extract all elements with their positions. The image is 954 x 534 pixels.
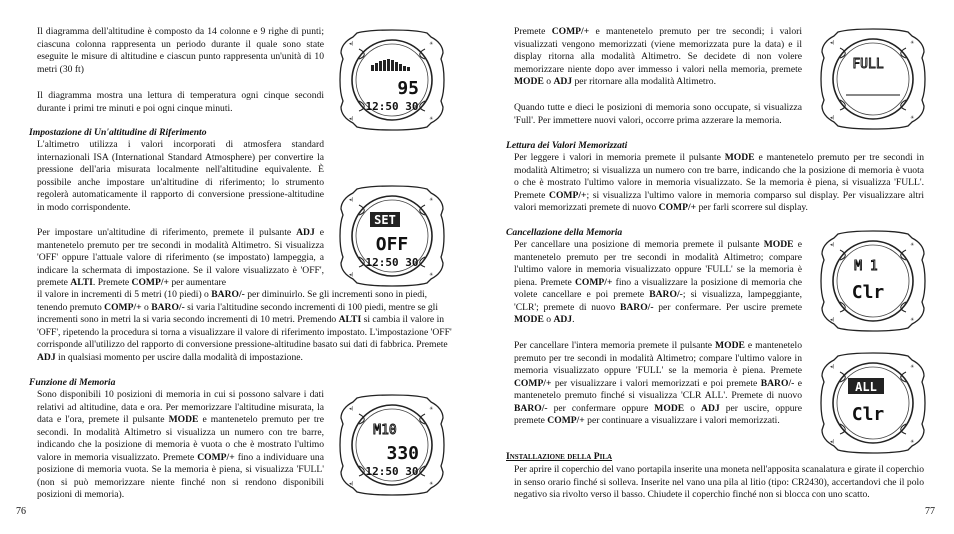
lcd-bottom: 95 [397,78,419,99]
lcd-bottom: Clr [851,404,885,425]
watch-all-clr [818,350,928,461]
watch-display-1 [337,27,447,133]
watch-display-2 [337,183,447,289]
left-heading-memory: Funzione di Memoria [29,377,116,388]
watch-set-off [337,183,447,294]
right-heading-battery: Installazione della Pila [506,451,613,462]
right-page-number: 77 [925,506,935,517]
lcd-time: 12:50 30 [365,256,419,269]
watch-altitude-graph [337,27,447,138]
left-page-number: 76 [16,506,26,517]
right-section-clear-2: Per cancellare l'intera memoria premete il pulsante MODE e mantenetelo premuto per tre secondi in modalità Altimetro; compare l'ultimo valore in memoria visualizzato oppure 'FULL' se la memoria è piena. Premete COMP/+ per visualizzare i valori memorizzati e poi premete BARO/- e mantenetelo premuto finché si visualizza 'CLR ALL'. Premete di nuovo BARO/- per confermare oppure MODE o ADJ per uscire, oppure premete COMP/+ per continuare a visualizzare i valori memorizzati. [514,340,803,426]
watch-display-3 [337,392,447,498]
right-para-1: Premete COMP/+ e mantenetelo premuto per tre secondi; i valori visualizzati vengono memorizzati (viene memorizzata pure la data) e il display ritorna alla modalità Altimetro. Se decidete di non volere memorizzare niente dopo aver immesso i valori nella memoria, premete MODE o ADJ per ritornare alla modalità Altimetro. [514,26,802,87]
watch-memory-slot [337,392,447,503]
lcd-top: SET [374,213,396,227]
right-section-clear-1: Per cancellare una posizione di memoria premete il pulsante MODE e mantenetelo premuto per tre secondi in modalità Altimetro; compare l'ultimo valore in memoria visualizzato oppure 'FULL' se la memoria è piena. Premete COMP/+ fino a visualizzare la posizione di memoria che volete cancellare e poi premete BARO/-; si visualizza, lampeggiante, 'CLR'; premete di nuovo BARO/- per confermare. Per uscire premete MODE o ADJ. [514,239,803,325]
watch-full [818,26,928,137]
left-section-reference-2: Per impostare un'altitudine di riferimento, premete il pulsante ADJ e mantenetelo premuto per tre secondi in modalità Altimetro. Si visualizza 'OFF' oppure l'attuale valore di riferimento (se impostato) lampeggia, a indicare la schermata di impostazione. Se il valore visualizzato è 'OFF', premete ALTI. Premete COMP/+ per aumentare [37,227,324,288]
right-heading-clear: Cancellazione della Memoria [506,227,623,238]
lcd-top: FULL [852,57,884,72]
left-heading-reference: Impostazione di Un'altitudine di Riferimento [29,127,207,138]
right-section-read: Per leggere i valori in memoria premete il pulsante MODE e mantenetelo premuto per tre secondi in modalità Altimetro; si visualizza un numero con tre barre, indicando che la posizione di memoria è vuota o che è mostrato l'ultimo valore in memoria visualizzato. Se la memoria è piena, si visualizza 'FULL'. Premete COMP/+; si visualizza l'ultimo valore in memoria comparso sul display. Per visualizzare altri valori memorizzati premete di nuovo COMP/+ per farli scorrere sul display. [514,152,924,213]
right-section-battery: Per aprire il coperchio del vano portapila inserite una moneta nell'apposita scanalatura e girate il coperchio in senso orario finché si solleva. Inserite nel vano una pila al litio (tipo: CR2430), accertandovi che il polo negativo sia rivolto verso il basso. Chiudete il coperchio finché non si blocca con uno scatto. [514,464,924,500]
left-section-reference-3: il valore in incrementi di 5 metri (10 piedi) o BARO/- per diminuirlo. Se gli incrementi sono in piedi, tenendo premuto COMP/+ o BARO/- si varia l'altitudine secondo incrementi di 100 piedi, mentre se gli incrementi sono in metri la si varia secondo incrementi di 10 metri. Premendo ALTI si cambia il valore in 'OFF', ripetendo la procedura si torna a visualizzare il valore di riferimento impostato. L'impostazione 'OFF' corrisponde all'utilizzo del rapporto di conversione pressione-altitudine basato sui dati di fabbrica. Premete ADJ in qualsiasi momento per uscire dalla modalità di impostazione. [37,289,452,363]
lcd-bottom: Clr [851,282,885,303]
watch-display-6 [818,350,928,456]
lcd-top: M10 [373,423,397,438]
lcd-bottom: OFF [375,234,409,255]
lcd-time: 12:50 30 [365,100,419,113]
right-heading-read: Lettura dei Valori Memorizzati [506,140,628,151]
watch-m1-clr [818,228,928,339]
lcd-time: 12:50 30 [365,465,419,478]
left-intro-2: Il diagramma mostra una lettura di temperatura ogni cinque secondi durante i primi tre minuti e poi ogni cinque minuti. [37,90,324,114]
watch-display-4 [818,26,928,132]
left-section-reference-1: L'altimetro utilizza i valori incorporati di atmosfera standard internazionali ISA (International Standard Atmosphere) per convertire la pressione dell'aria misurata localmente nell'altitudine equivalente. È possibile anche impostare un'altitudine di riferimento; lo strumento regolerà automaticamente il rapporto di conversione pressione-altitudine in modo corrispondente. [37,139,324,213]
lcd-top: M 1 [854,259,878,274]
watch-display-5 [818,228,928,334]
lcd-top: ALL [855,380,877,394]
left-intro-1: Il diagramma dell'altitudine è composto da 14 colonne e 9 righe di punti; ciascuna colonna rappresenta un periodo durante il quale sono state eseguite le misure di altitudine e ciascun punto rappresenta un'unità di 10 metri (30 ft) [37,26,324,75]
right-para-2: Quando tutte e dieci le posizioni di memoria sono occupate, si visualizza 'Full'. Per immettere nuovi valori, occorre prima azzerare la memoria. [514,102,802,126]
left-section-memory: Sono disponibili 10 posizioni di memoria in cui si possono salvare i dati relativi ad altitudine, data e ora. Per memorizzare l'altitudine misurata, la data e l'ora, premete il pulsante MODE e mantenetelo premuto per tre secondi. In modalità Altimetro si visualizza un numero con tre barre, indicando che la posizione di memoria è vuota o che è mostrato l'ultimo valore in memoria visualizzato. Premete COMP/+ fino a individuare una posizione di memoria vuota. Se la memoria è piena, si visualizza 'FULL' (non si può memorizzare niente finché non si rendono disponibili posizioni di memoria). [37,389,324,500]
lcd-bottom: 330 [386,443,419,464]
